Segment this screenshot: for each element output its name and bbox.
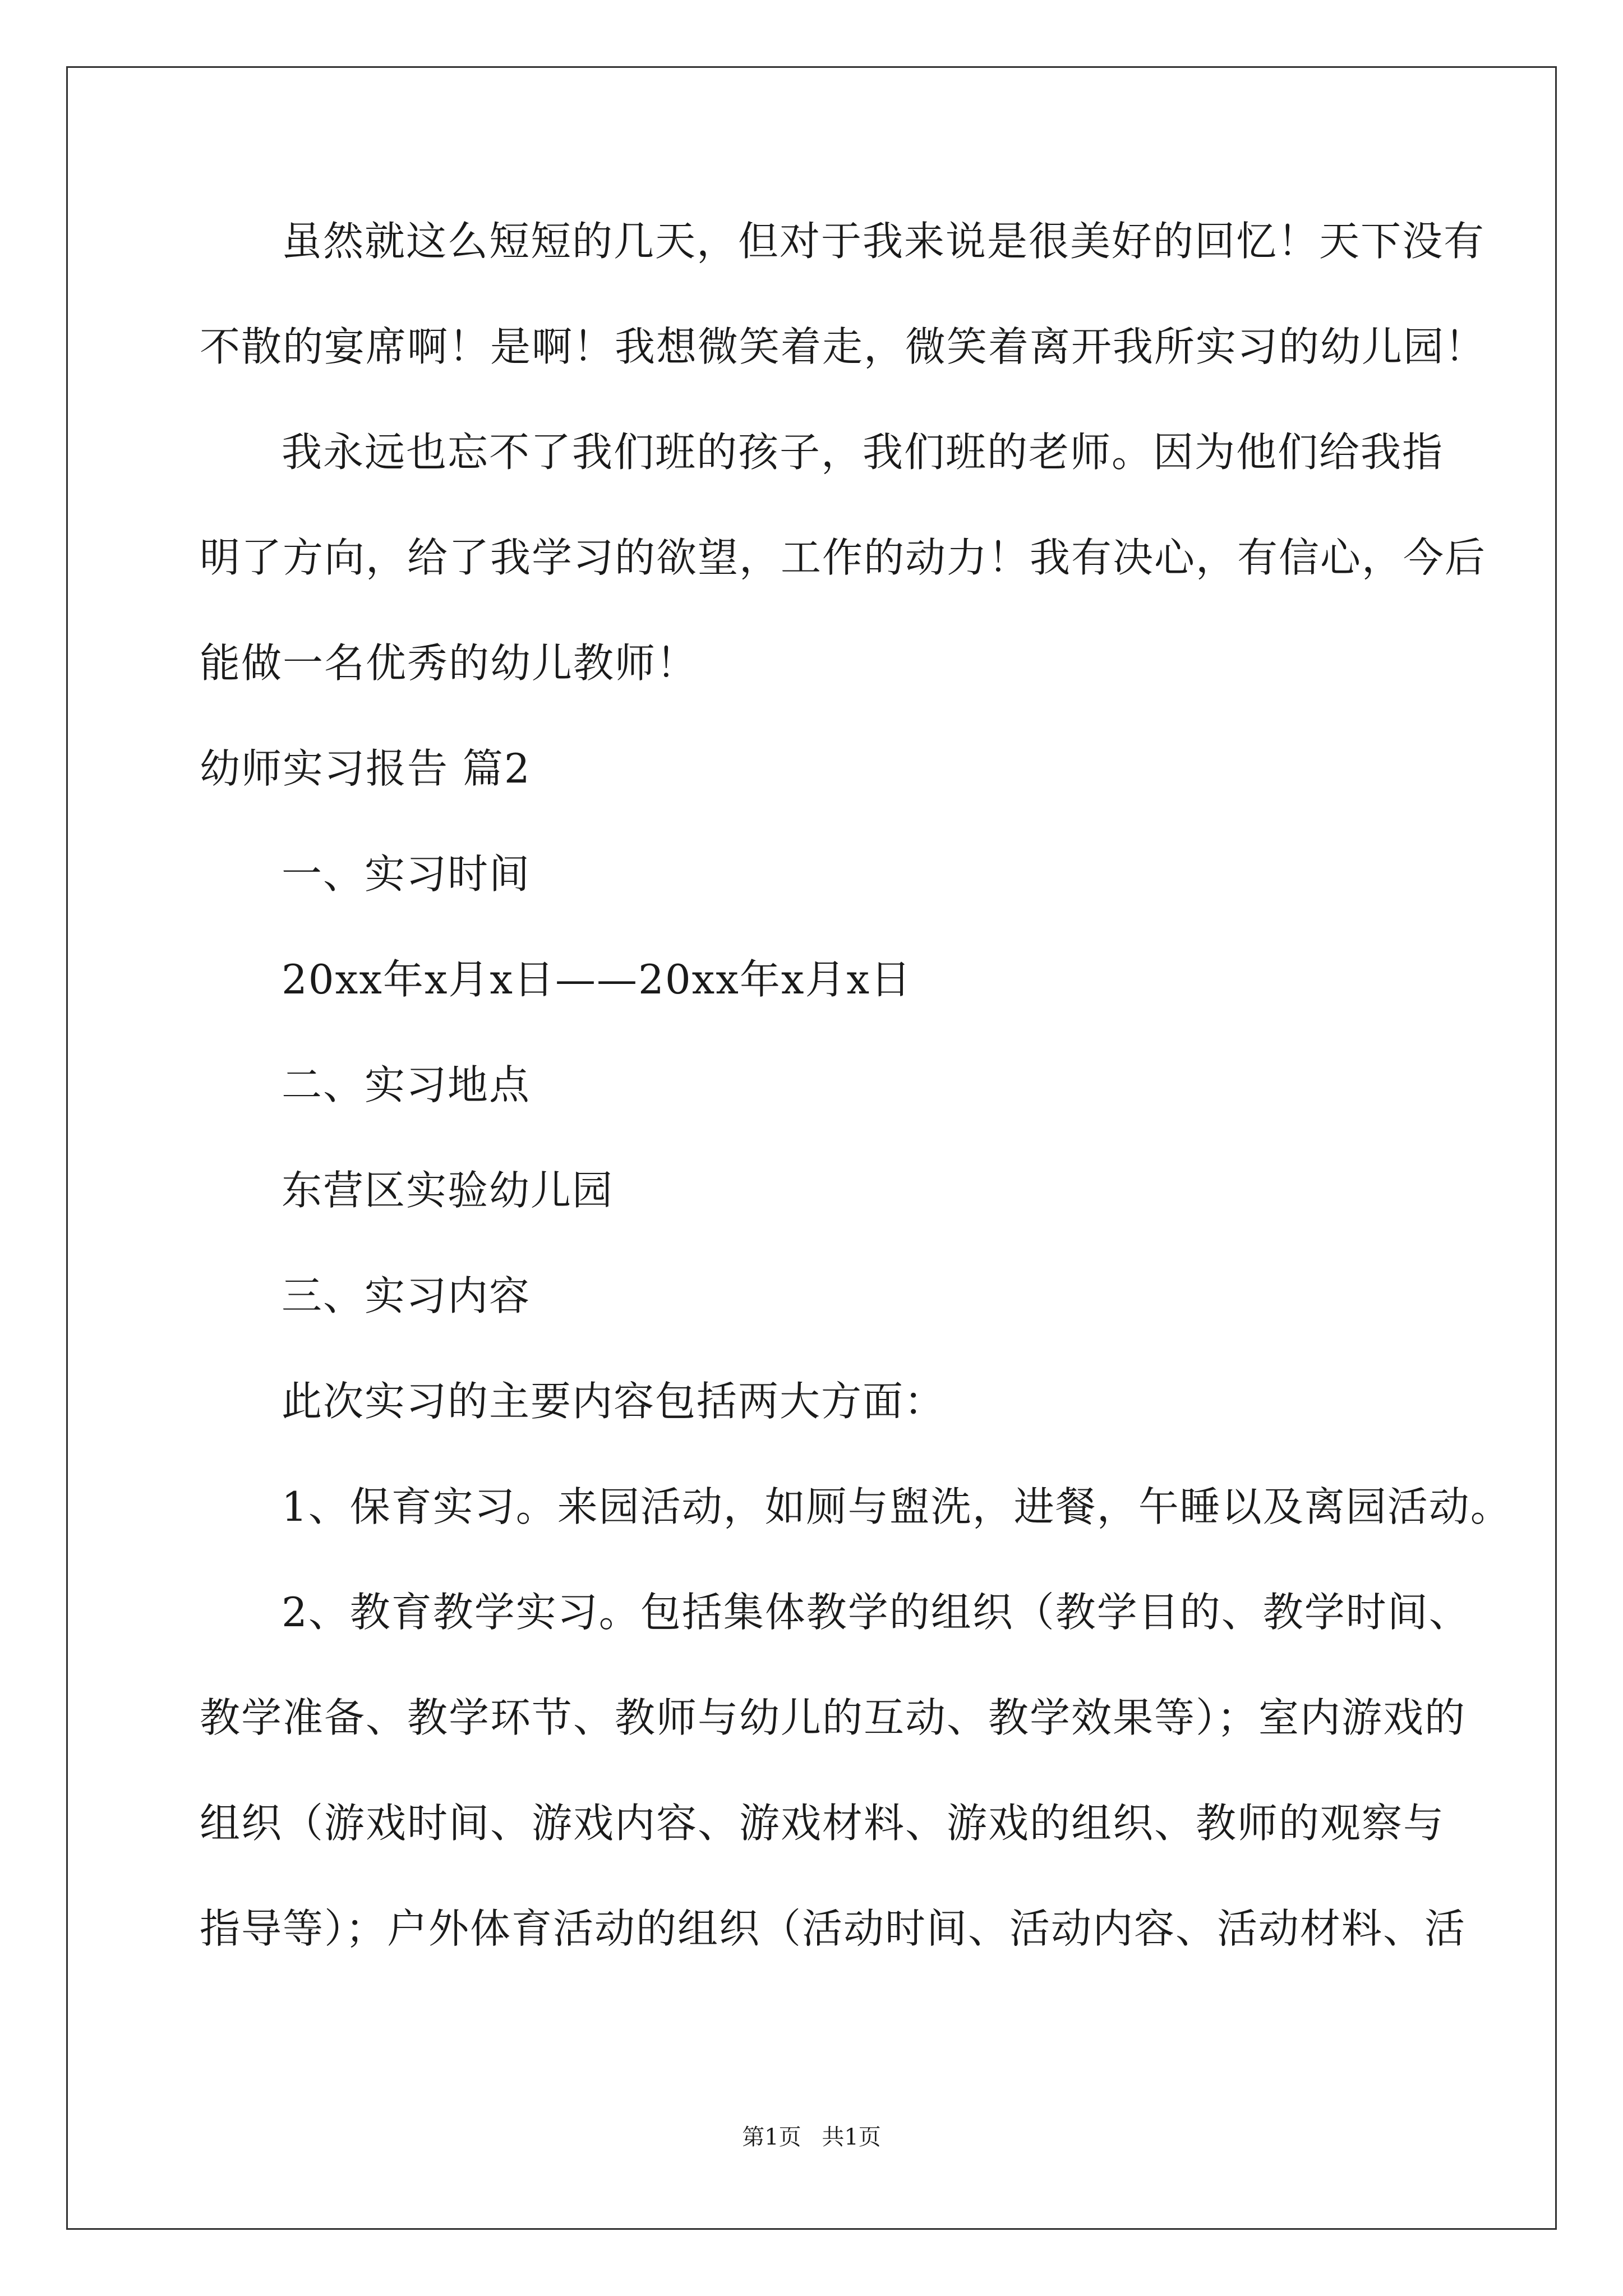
paragraph-line: 我永远也忘不了我们班的孩子，我们班的老师。因为他们给我指 bbox=[282, 429, 1444, 476]
paragraph-line: 虽然就这么短短的几天，但对于我来说是很美好的回忆！天下没有 bbox=[282, 218, 1486, 265]
paragraph-line: 20xx年x月x日——20xx年x月x日 bbox=[282, 956, 912, 1003]
paragraph-line: 能做一名优秀的幼儿教师！ bbox=[200, 639, 698, 687]
paragraph-line: 东营区实验幼儿园 bbox=[282, 1167, 614, 1214]
page-total: 共1页 bbox=[822, 2124, 881, 2150]
subheading: 二、实习地点 bbox=[282, 1061, 531, 1108]
page-number: 第1页 bbox=[742, 2124, 801, 2150]
paragraph-line: 1、保育实习。来园活动，如厕与盥洗，进餐，午睡以及离园活动。 bbox=[282, 1483, 1512, 1530]
paragraph-line: 明了方向，给了我学习的欲望，工作的动力！我有决心，有信心，今后 bbox=[200, 534, 1487, 581]
paragraph-line: 不散的宴席啊！是啊！我想微笑着走，微笑着离开我所实习的幼儿园！ bbox=[200, 323, 1487, 370]
paragraph-line: 组织（游戏时间、游戏内容、游戏材料、游戏的组织、教师的观察与 bbox=[200, 1800, 1445, 1847]
page-footer bbox=[0, 2120, 1623, 2154]
subheading: 三、实习内容 bbox=[282, 1272, 531, 1319]
subheading: 一、实习时间 bbox=[282, 850, 531, 898]
section-heading: 幼师实习报告 篇2 bbox=[200, 745, 531, 792]
paragraph-line: 指导等）；户外体育活动的组织（活动时间、活动内容、活动材料、活 bbox=[200, 1905, 1467, 1952]
paragraph-line: 2、教育教学实习。包括集体教学的组织（教学目的、教学时间、 bbox=[282, 1589, 1470, 1636]
paragraph-line: 教学准备、教学环节、教师与幼儿的互动、教学效果等）；室内游戏的 bbox=[200, 1694, 1467, 1741]
paragraph-line: 此次实习的主要内容包括两大方面： bbox=[282, 1378, 946, 1425]
